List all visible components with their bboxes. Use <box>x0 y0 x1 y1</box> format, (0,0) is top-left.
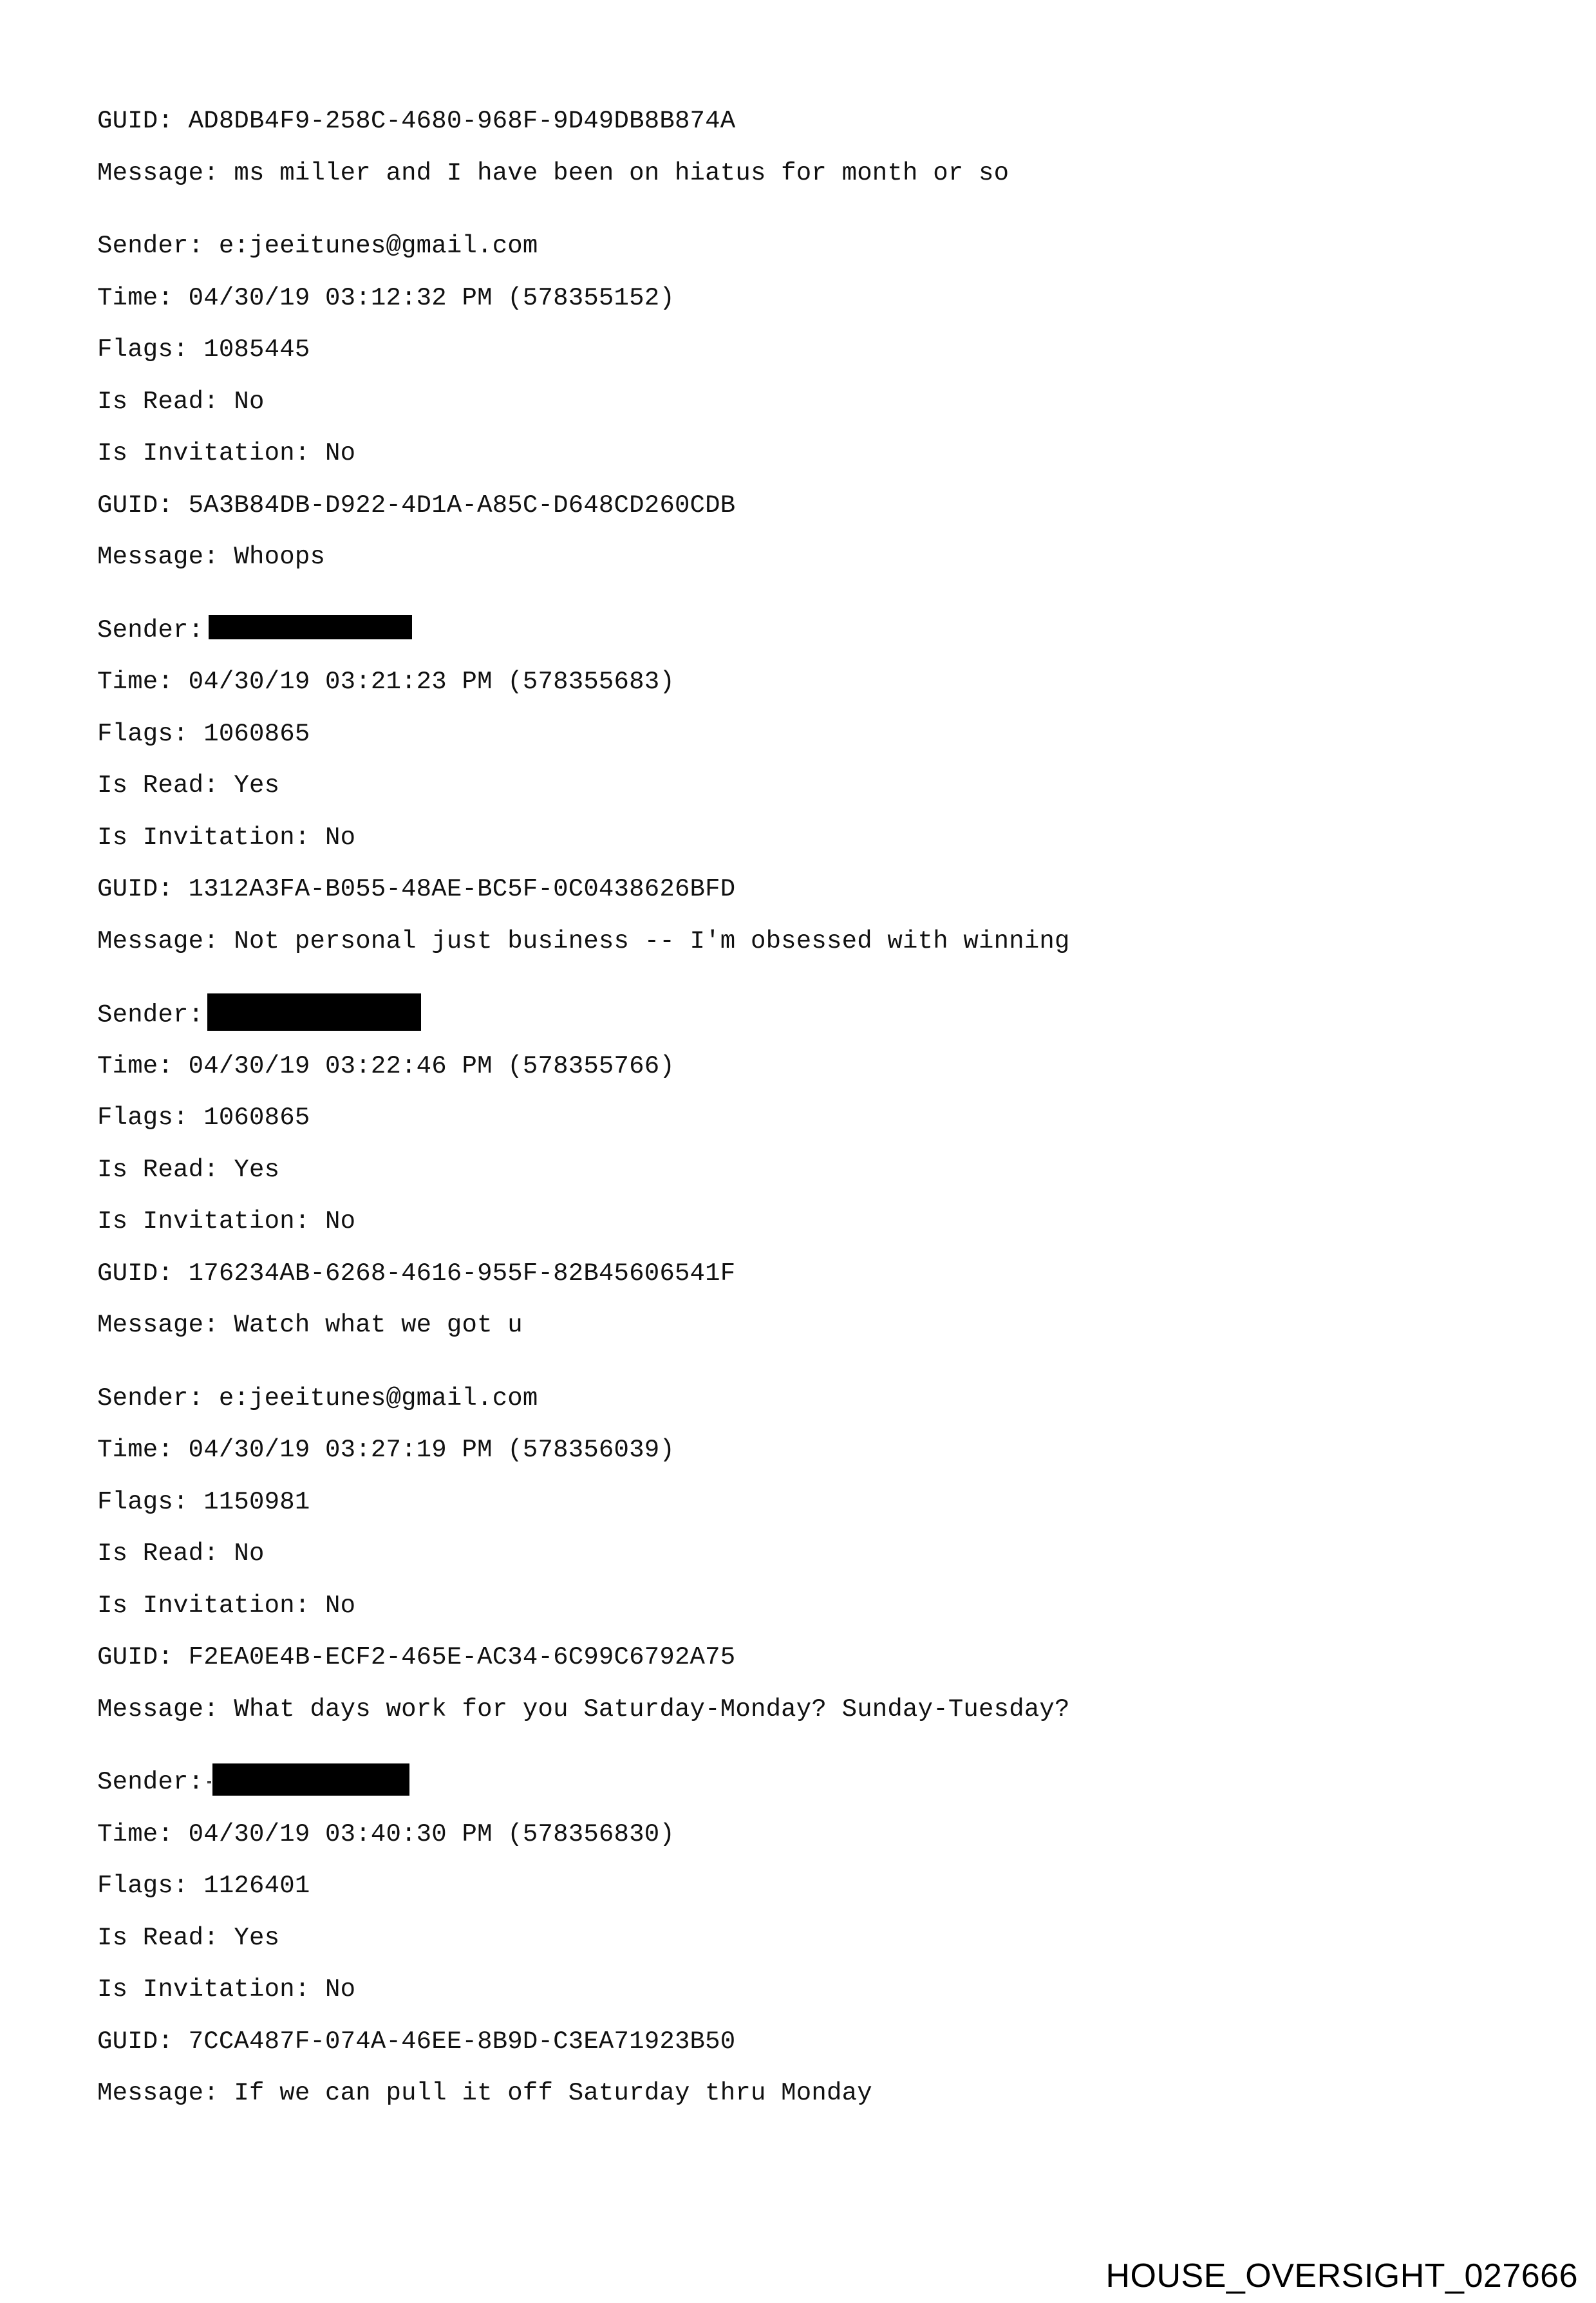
is-invitation-line: Is Invitation: No <box>97 1975 356 2004</box>
guid-line: GUID: 7CCA487F-074A-46EE-8B9D-C3EA71923B50 <box>97 2027 736 2056</box>
sender-label: Sender: <box>97 1768 204 1796</box>
record-separator <box>97 1743 1514 1764</box>
sender-line: Sender: e:jeeitunes@gmail.com <box>97 232 538 260</box>
sender-line: Sender: e:jeeitunes@gmail.com <box>97 1384 538 1413</box>
guid-line: GUID: 176234AB-6268-4616-955F-82B45606541F <box>97 1259 736 1288</box>
record-separator <box>97 207 1514 228</box>
sender-line <box>97 1764 1514 1816</box>
record-separator <box>97 1359 1514 1380</box>
is-invitation-line: Is Invitation: No <box>97 823 356 852</box>
is-read-line: Is Read: Yes <box>97 771 280 800</box>
message-line: Message: Not personal just business -- I'm obsessed with winning <box>97 926 1070 955</box>
message-line: Message: If we can pull it off Saturday thru Monday <box>97 2079 872 2107</box>
flags-line: Flags: 1060865 <box>97 719 310 748</box>
time-line: Time: 04/30/19 03:21:23 PM (578355683) <box>97 668 675 696</box>
is-invitation-line: Is Invitation: No <box>97 1591 356 1620</box>
time-line: Time: 04/30/19 03:40:30 PM (578356830) <box>97 1819 675 1848</box>
sender-line <box>97 996 1514 1048</box>
stray-mark <box>207 1781 211 1783</box>
guid-line: GUID: 5A3B84DB-D922-4D1A-A85C-D648CD260CDB <box>97 491 736 520</box>
flags-line: Flags: 1085445 <box>97 335 310 364</box>
is-invitation-line: Is Invitation: No <box>97 439 356 467</box>
message-line: Message: ms miller and I have been on hiatus for month or so <box>97 158 1009 187</box>
guid-line: GUID: F2EA0E4B-ECF2-465E-AC34-6C99C6792A75 <box>97 1643 736 1671</box>
is-read-line: Is Read: No <box>97 387 265 416</box>
redaction-box <box>212 1763 409 1796</box>
guid-line: GUID: AD8DB4F9-258C-4680-968F-9D49DB8B874A <box>97 107 736 135</box>
sender-label: Sender: <box>97 616 204 644</box>
message-log <box>97 103 1514 2127</box>
time-line: Time: 04/30/19 03:27:19 PM (578356039) <box>97 1436 675 1464</box>
time-line: Time: 04/30/19 03:12:32 PM (578355152) <box>97 283 675 312</box>
bates-number: HOUSE_OVERSIGHT_027666 <box>1105 2257 1578 2295</box>
message-line: Message: Watch what we got u <box>97 1311 523 1339</box>
is-invitation-line: Is Invitation: No <box>97 1207 356 1236</box>
flags-line: Flags: 1060865 <box>97 1104 310 1132</box>
flags-line: Flags: 1126401 <box>97 1872 310 1900</box>
redaction-box <box>209 615 412 639</box>
time-line: Time: 04/30/19 03:22:46 PM (578355766) <box>97 1051 675 1080</box>
message-line: Message: What days work for you Saturday-Monday? Sunday-Tuesday? <box>97 1695 1070 1724</box>
is-read-line: Is Read: Yes <box>97 1155 280 1184</box>
guid-line: GUID: 1312A3FA-B055-48AE-BC5F-0C0438626BFD <box>97 875 736 903</box>
record-separator <box>97 591 1514 612</box>
redaction-box <box>207 993 421 1031</box>
sender-line <box>97 612 1514 664</box>
is-read-line: Is Read: Yes <box>97 1923 280 1952</box>
sender-label: Sender: <box>97 1001 204 1029</box>
flags-line: Flags: 1150981 <box>97 1487 310 1516</box>
message-line: Message: Whoops <box>97 543 326 571</box>
is-read-line: Is Read: No <box>97 1539 265 1568</box>
